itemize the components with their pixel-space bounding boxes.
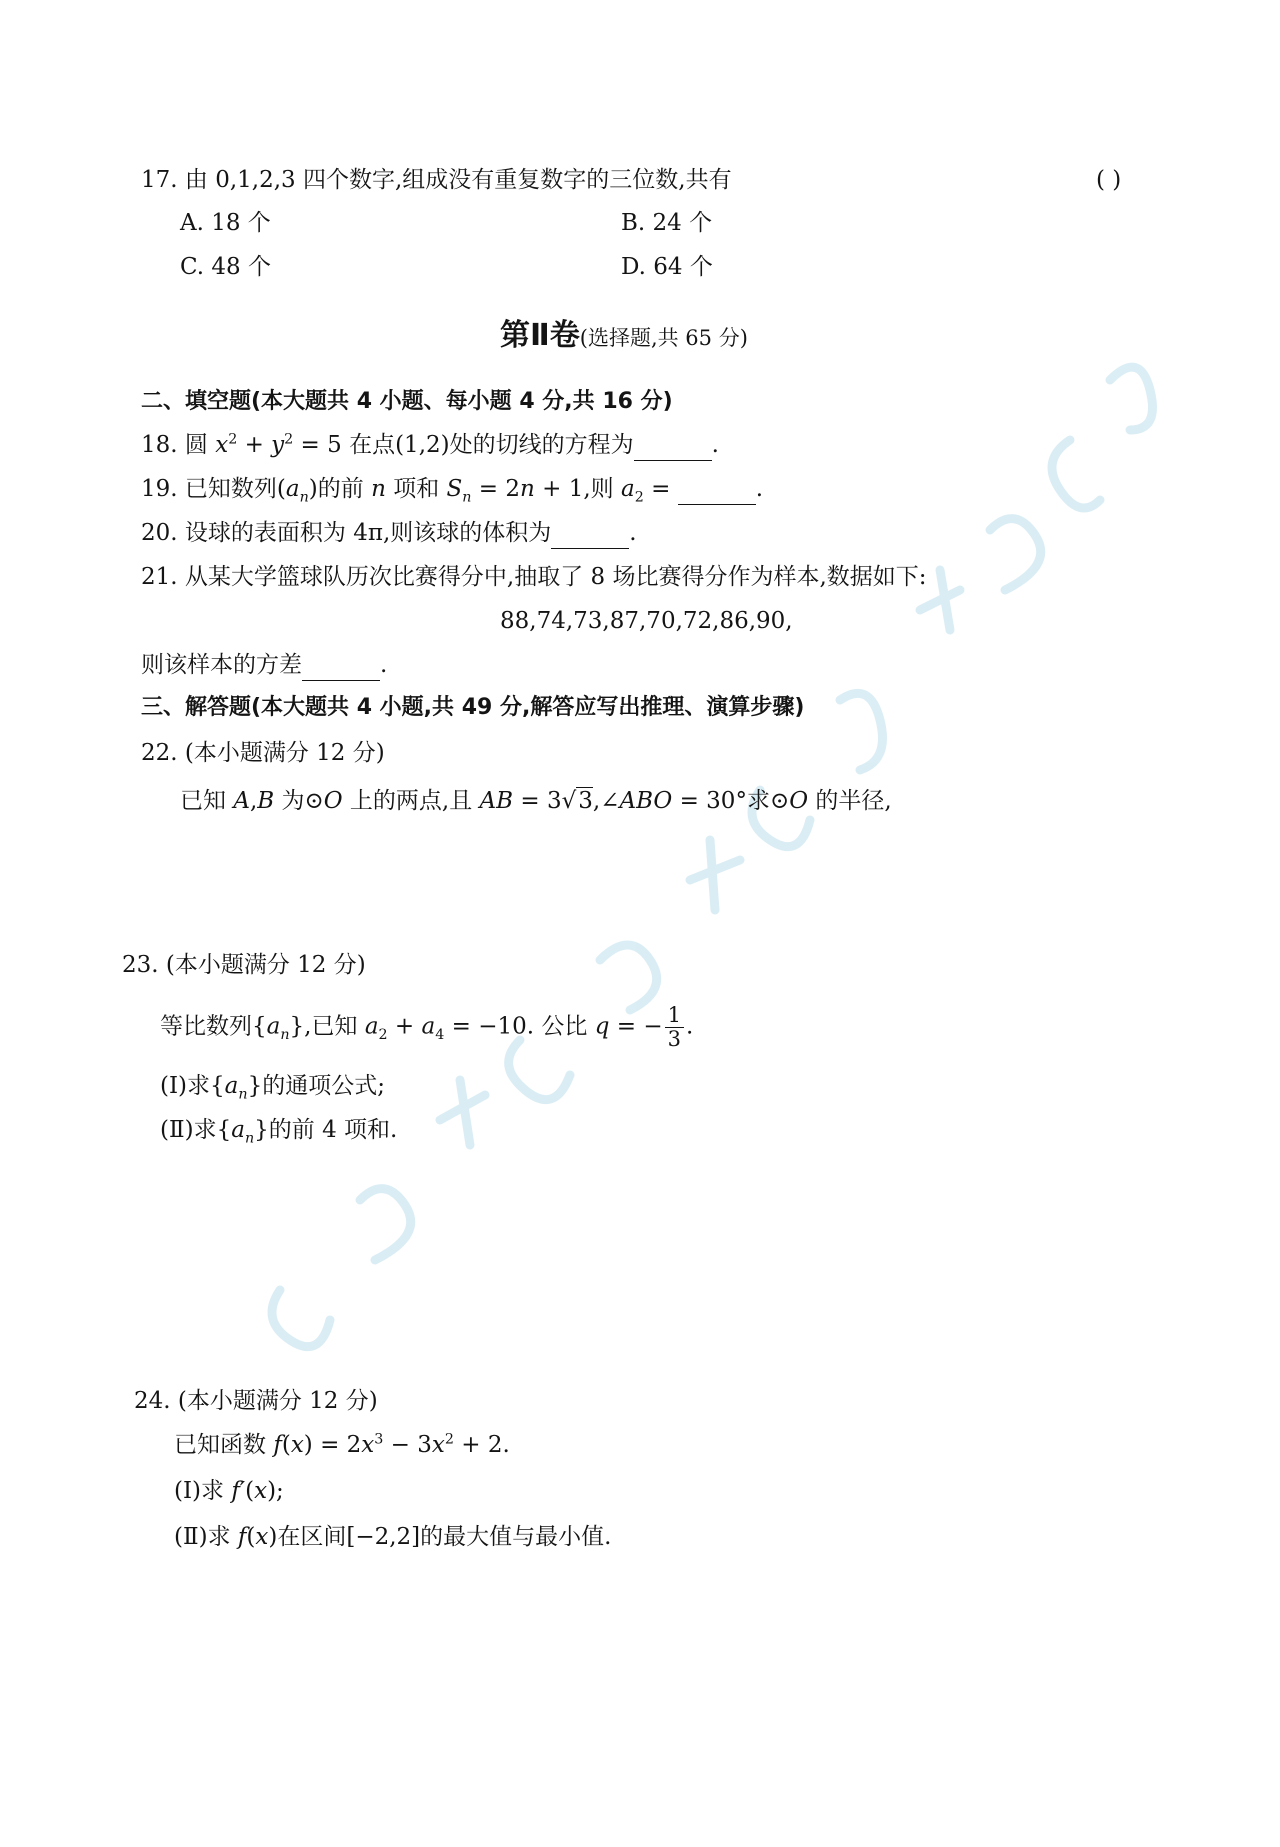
question-21-stem: 21. 从某大学篮球队历次比赛得分中,抽取了 8 场比赛得分作为样本,数据如下: — [141, 564, 927, 590]
question-21-data: 88,74,73,87,70,72,86,90, — [500, 608, 793, 634]
question-17-stem: 17. 由 0,1,2,3 四个数字,组成没有重复数字的三位数,共有 — [141, 167, 732, 193]
answer-blank[interactable] — [302, 652, 380, 681]
option-a: A. 18 个 — [180, 210, 271, 236]
part-title-main: 第Ⅱ卷 — [500, 318, 580, 353]
answer-blank[interactable] — [551, 520, 629, 549]
question-19: 19. 已知数列$(a_n)$的前 n 项和 $S_n = 2n + 1$,则 $a_2$ = . — [141, 476, 764, 506]
question-21-tail: 则该样本的方差 . — [141, 652, 387, 681]
question-22-body: 已知 A,B 为⊙O 上的两点,且 AB = 3√3,∠ABO = 30°求⊙O 的半径, — [180, 788, 892, 814]
answer-blank[interactable] — [678, 476, 756, 505]
question-23-head: 23. (本小题满分 12 分) — [122, 952, 366, 978]
answer-blank[interactable] — [634, 432, 712, 461]
question-24-head: 24. (本小题满分 12 分) — [134, 1388, 378, 1414]
question-20: 20. 设球的表面积为 4π,则该球的体积为 . — [141, 520, 637, 549]
question-23-body: 等比数列$\{a_n\}$,已知 $a_2 + a_4 = -10$. 公比 q = − $\frac{1}{3}$ . — [160, 1003, 694, 1052]
fraction: $\frac{1}{3}$ — [665, 1004, 684, 1051]
section-heading-solutions: 三、解答题(本大题共 4 小题,共 49 分,解答应写出推理、演算步骤) — [141, 695, 805, 720]
part-title-sub: (选择题,共 65 分) — [579, 326, 748, 350]
section-heading-fill-in: 二、填空题(本大题共 4 小题、每小题 4 分,共 16 分) — [141, 389, 673, 414]
option-b: B. 24 个 — [621, 210, 713, 236]
answer-paren: ( ) — [1096, 167, 1122, 193]
question-24-part1: (Ⅰ)求 f′(x); — [174, 1478, 284, 1504]
option-d: D. 64 个 — [621, 254, 713, 280]
question-24-body: 已知函数 $f(x) = 2x^3 - 3x^2 + 2$. — [174, 1431, 510, 1458]
question-24-part2: (Ⅱ)求 f(x)在区间[−2,2]的最大值与最小值. — [174, 1524, 612, 1550]
question-22-head: 22. (本小题满分 12 分) — [141, 740, 385, 766]
part-title — [500, 318, 748, 354]
sqrt-sign: √3 — [561, 788, 593, 814]
question-18: 18. 圆 $x^2 + y^2 = 5$ 在点(1,2)处的切线的方程为 . — [141, 432, 719, 461]
question-23-part2: (Ⅱ)求$\{a_n\}$的前 4 项和. — [160, 1117, 398, 1147]
option-c: C. 48 个 — [180, 254, 271, 280]
question-23-part1: (Ⅰ)求$\{a_n\}$的通项公式; — [160, 1073, 385, 1103]
